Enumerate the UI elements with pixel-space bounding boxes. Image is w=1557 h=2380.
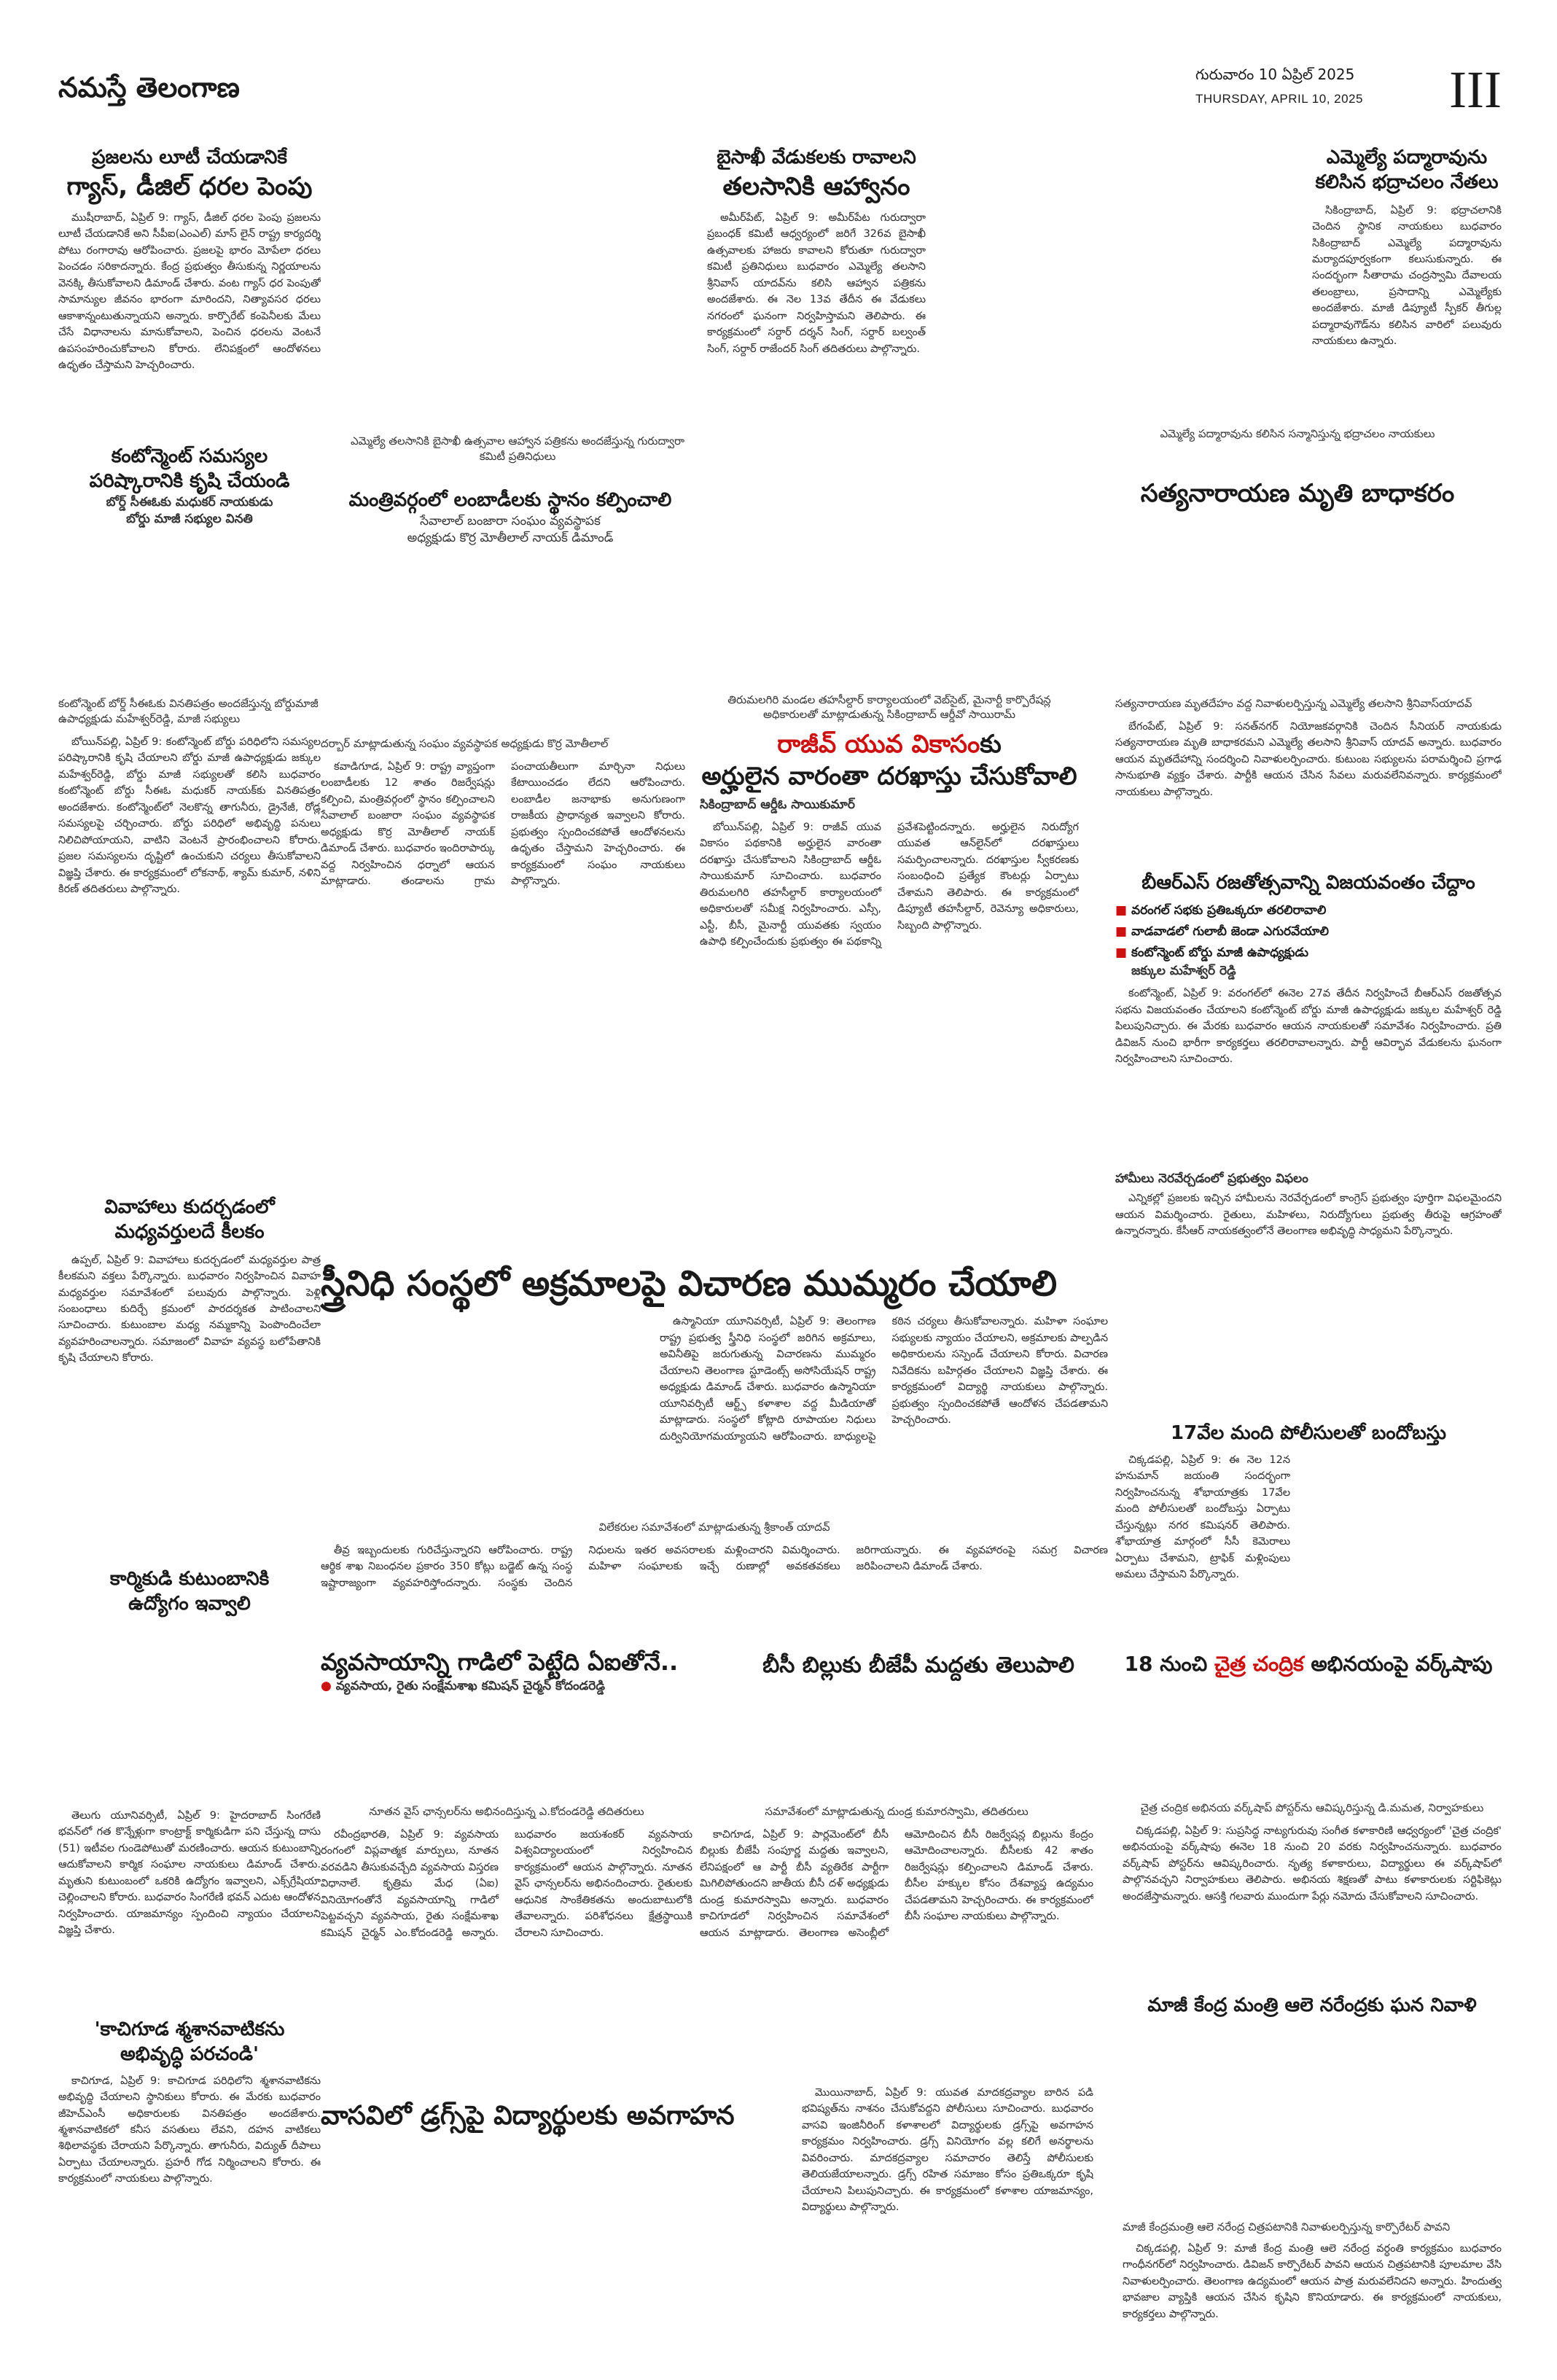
article-brs (1115, 871, 1502, 1336)
article-body: ఉప్పల్, ఏప్రిల్ 9: వివాహాలు కుదర్చడంలో మధ్యవర్తుల పాత్ర కీలకమని వక్తలు పేర్కొన్నారు. బుధవారం నిర్వహించిన వివాహ మధ్యవర్తుల సమావేశంలో పలువురు పాల్గొన్నారు. పెళ్లి సంబంధాలు కుదిర్చే క్రమంలో పారదర్శకత పాటించాలని సూచించారు. కుటుంబాల మధ్య నమ్మకాన్ని పెంపొందించేలా వ్యవహరించాలన్నారు. సమాజంలో వివాహ వ్యవస్థ బలోపేతానికి కృషి చేయాలని కోరారు. (58, 1254, 321, 1365)
headline: మధ్యవర్తులదే కీలకం (114, 1220, 265, 1243)
bullet-item-name: జక్కుల మహేశ్వర్ రెడ్డి (1131, 964, 1236, 979)
headline: ఎమ్మెల్యే పద్మారావును (1326, 147, 1488, 168)
headline: వివాహాలు కుదర్చడంలో (104, 1196, 275, 1218)
subheadline: బోర్డ్ సీఈఓకు మధుకర్ నాయకుడు (106, 494, 273, 510)
headline: పరిష్కారానికి కృషి చేయండి (89, 469, 290, 492)
article-body: కంటోన్మెంట్, ఏప్రిల్ 9: వరంగల్‌లో ఈనెల 27వ తేదీన నిర్వహించే బీఆర్ఎస్ రజతోత్సవ సభను విజయవంతం చేయాలని కంటోన్మెంట్ బోర్డు మాజీ ఉపాధ్యక్షుడు జక్కుల మహేశ్వర్ రెడ్డి పిలుపునిచ్చారు. ఈ మేరకు బుధవారం ఆయన నాయకులతో సమావేశం నిర్వహించారు. ప్రతి డివిజన్ నుంచి భారీగా కార్యకర్తలు తరలిరావాలన్నారు. పార్టీ ఆవిర్భావ వేడుకలను ఘనంగా నిర్వహించాలని సూచించారు. (1115, 988, 1502, 1066)
photo-caption: విలేకరుల సమావేశంలో మాట్లాడుతున్న శ్రీకాంత్ యాదవ్ (598, 1521, 830, 1534)
article-bc-bill (744, 1651, 1093, 1679)
article-ai-agriculture (321, 1647, 729, 1695)
article-singareni (58, 1808, 321, 2350)
article-body: చిక్కడపల్లి, ఏప్రిల్ 9: ఈ నెల 12న హనుమాన్ జయంతి సందర్భంగా నిర్వహించనున్న శోభాయాత్రకు 17వేల మంది పోలీసులతో బందోబస్తు ఏర్పాటు చేస్తున్నట్లు నగర కమిషనర్ తెలిపారు. శోభాయాత్ర మార్గంలో సీసీ కెమెరాలు ఏర్పాటు చేశామని, ట్రాఫిక్ మళ్లింపులు అమలు చేస్తామని పేర్కొన్నారు. (1115, 1454, 1290, 1581)
headline: మాజీ కేంద్ర మంత్రి ఆలె నరేంద్రకు ఘన నివాళి (1147, 1994, 1477, 2016)
article-police (1115, 1421, 1502, 1583)
article-body: తీవ్ర ఇబ్బందులకు గురిచేస్తున్నారని ఆరోపించారు. రాష్ట్ర ఆర్థిక శాఖ నిబంధనల ప్రకారం 350 కోట్లు బడ్జెట్ ఉన్న సంస్థ ఇష్టారాజ్యంగా వ్యవహరిస్తోందన్నారు. సంస్థకు చెందిన నిధులను ఇతర అవసరాలకు మళ్లించారని విమర్శించారు. మహిళా సంఘాలకు ఇచ్చే రుణాల్లో అవకతవకలు జరిగాయన్నారు. ఈ వ్యవహారంపై సమగ్ర విచారణ జరిపించాలని డిమాండ్ చేశారు. (321, 1545, 1108, 1589)
article-body: ఉస్మానియా యూనివర్సిటీ, ఏప్రిల్ 9: తెలంగాణ రాష్ట్ర ప్రభుత్వ స్త్రీనిధి సంస్థలో జరిగిన అక్రమాలు, అవినీతిపై జరుగుతున్న విచారణను ముమ్మరం చేయాలని తెలంగాణ స్టూడెంట్స్ అసోసియేషన్ రాష్ట్ర అధ్యక్షుడు డిమాండ్ చేశారు. బుధవారం ఉస్మానియా యూనివర్సిటీ ఆర్ట్స్ కళాశాల వద్ద మీడియాతో మాట్లాడారు. సంస్థలో కోట్లాది రూపాయల నిధులు దుర్వినియోగమయ్యాయని ఆరోపించారు. బాధ్యులపై కఠిన చర్యలు తీసుకోవాలన్నారు. మహిళా సంఘాల సభ్యులకు న్యాయం చేయాలని, అక్రమాలకు పాల్పడిన అధికారులను సస్పెండ్ చేయాలని కోరారు. విచారణ నివేదికను బహిర్గతం చేయాలని విజ్ఞప్తి చేశారు. ఈ కార్యక్రమంలో విద్యార్థి నాయకులు పాల్గొన్నారు. ప్రభుత్వం స్పందించకపోతే ఆందోళన చేపడతామని హెచ్చరించారు. (660, 1316, 1108, 1443)
photo-caption: చైత్ర చంద్రిక అభినయ వర్క్‌షాప్ పోస్టర్‌ను ఆవిష్కరిస్తున్న డి.మమత, నిర్వాహకులు (1140, 1801, 1484, 1814)
bullet-item: ■ వరంగల్ సభకు ప్రతిఒక్కరూ తరలిరావాలి (1115, 900, 1502, 921)
article-body: సికింద్రాబాద్, ఏప్రిల్ 9: భద్రాచలానికి చెందిన స్థానిక నాయకులు బుధవారం సికింద్రాబాద్ ఎమ్మెల్యే పద్మారావును మర్యాదపూర్వకంగా కలుసుకున్నారు. ఈ సందర్భంగా సీతారామ చంద్రస్వామి దేవాలయ తలంబ్రాలు, ప్రసాదాన్ని ఎమ్మెల్యేకు అందజేశారు. మాజీ డిప్యూటీ స్పీకర్ తీగుల్ల పద్మారావుగౌడ్‌ను కలిసిన వారిలో పలువురు నాయకులు ఉన్నారు. (1312, 204, 1502, 348)
kicker: ● వ్యవసాయ, రైతు సంక్షేమశాఖ కమిషన్ చైర్మన్ కోదండరెడ్డి (321, 1678, 605, 1693)
article-satyanarayana-headline (1093, 477, 1502, 510)
article-satyanarayana-body (1115, 696, 1502, 872)
headline: అర్హులైన వారంతా దరఖాస్తు చేసుకోవాలి (701, 761, 1077, 791)
article-body: కాచిగూడ, ఏప్రిల్ 9: పార్లమెంట్‌లో బీసీ బిల్లుకు బీజేపీ సంపూర్ణ మద్దతు ఇవ్వాలని, లేనిపక్షంలో ఆ పార్టీ బీసీ వ్యతిరేక పార్టీగా మిగిలిపోతుందని జాతీయ బీసీ దళ్ అధ్యక్షుడు దుండ్ర కుమారస్వామి అన్నారు. బుధవారం కాచిగూడలో నిర్వహించిన సమావేశంలో ఆయన మాట్లాడారు. తెలంగాణ అసెంబ్లీలో ఆమోదించిన బీసీ రిజర్వేషన్ల బిల్లును కేంద్రం ఆమోదించాలన్నారు. బీసీలకు 42 శాతం రిజర్వేషన్లు కల్పించాలని డిమాండ్ చేశారు. బీసీల హక్కుల కోసం దేశవ్యాప్త ఉద్యమం చేపడతామని హెచ్చరించారు. ఈ కార్యక్రమంలో బీసీ సంఘాల నాయకులు పాల్గొన్నారు. (700, 1829, 1093, 1939)
article-body: ఎన్నికల్లో ప్రజలకు ఇచ్చిన హామీలను నెరవేర్చడంలో కాంగ్రెస్ ప్రభుత్వం పూర్తిగా విఫలమైందని ఆయన విమర్శించారు. రైతులు, మహిళలు, నిరుద్యోగులు ప్రభుత్వ తీరుపై ఆగ్రహంతో ఉన్నారన్నారు. కేసీఆర్ నాయకత్వంలోనే తెలంగాణ అభివృద్ధి సాధ్యమని పేర్కొన్నారు. (1115, 1193, 1502, 1238)
photo-caption: సత్యనారాయణ మృతదేహం వద్ద నివాళులర్పిస్తున్న ఎమ్మెల్యే తలసాని శ్రీనివాస్‌యాదవ్ (1115, 697, 1472, 710)
bullet-item: ■ కంటోన్మెంట్ బోర్డు మాజీ ఉపాధ్యక్షుడు (1115, 943, 1502, 964)
photo-caption: సమావేశంలో మాట్లాడుతున్న దుండ్ర కుమారస్వామి, తదితరులు (765, 1805, 1029, 1818)
subheading: హామీలు నెరవేర్చడంలో ప్రభుత్వం విఫలం (1115, 1171, 1308, 1187)
bullet-list (1115, 900, 1502, 964)
headline: 17వేల మంది పోలీసులతో బందోబస్తు (1171, 1422, 1446, 1444)
article-body: బోయిన్‌పల్లి, ఏప్రిల్ 9: కంటోన్మెంట్ బోర్డు పరిధిలోని సమస్యల పరిష్కారానికి కృషి చేయాలని బోర్డు మాజీ ఉపాధ్యక్షుడు జక్కుల మహేశ్వర్‌రెడ్డి, బోర్డు మాజీ సభ్యులతో కలిసి బుధవారం కంటోన్మెంట్ బోర్డు సీఈఓ మధుకర్ నాయక్‌కు వినతిపత్రం అందజేశారు. కంటోన్మెంట్‌లో నెలకొన్న తాగునీరు, డ్రైనేజీ, రోడ్ల సమస్యలపై చర్చించారు. బోర్డు పరిధిలో అభివృద్ధి పనులు నిలిచిపోయాయని, వాటిని వెంటనే ప్రారంభించాలని కోరారు. ప్రజల సమస్యలను దృష్టిలో ఉంచుకుని చర్యలు తీసుకోవాలని విజ్ఞప్తి చేశారు. ఈ కార్యక్రమంలో లోకనాథ్, శ్యామ్ కుమార్, నళిని కిరణ్ తదితరులు పాల్గొన్నారు. (58, 736, 321, 896)
article-body: బోయిన్‌పల్లి, ఏప్రిల్ 9: రాజీవ్ యువ వికాసం పథకానికి అర్హులైన వారంతా దరఖాస్తు చేసుకోవాలని సికింద్రాబాద్ ఆర్డీఓ సాయికుమార్ సూచించారు. బుధవారం తిరుమలగిరి తహసీల్దార్ కార్యాలయంలో అధికారులతో సమీక్ష నిర్వహించారు. ఎస్సీ, ఎస్టీ, బీసీ, మైనార్టీ యువతకు స్వయం ఉపాధి కల్పించేందుకు ప్రభుత్వం ఈ పథకాన్ని ప్రవేశపెట్టిందన్నారు. అర్హులైన నిరుద్యోగ యువత ఆన్‌లైన్‌లో దరఖాస్తులు సమర్పించాలన్నారు. దరఖాస్తుల స్వీకరణకు సంబంధించి ప్రత్యేక కౌంటర్లు ఏర్పాటు చేశామని తెలిపారు. ఈ కార్యక్రమంలో డిప్యూటీ తహసీల్దార్, రెవెన్యూ అధికారులు, సిబ్బంది పాల్గొన్నారు. (700, 821, 1079, 948)
bullet-item: ■ వాడవాడలో గులాబీ జెండా ఎగురవేయాలి (1115, 921, 1502, 943)
photo-caption: నూతన వైస్ ఛాన్సలర్‌ను అభినందిస్తున్న ఎ.కోదండరెడ్డి తదితరులు (369, 1805, 644, 1818)
bullet-dot-icon: ● (321, 1678, 332, 1693)
article-narendra-body (1123, 2220, 1502, 2350)
article-rajiv-yuva (700, 692, 1079, 1140)
headline: 18 నుంచి చైత్ర చంద్రిక అభినయంపై వర్క్‌షాపు (1124, 1652, 1493, 1676)
photo-caption: దర్బార్ మాట్లాడుతున్న సంఘం వ్యవస్థాపక అధ్యక్షుడు కొర్ర మోతీలాల్ (321, 737, 609, 750)
article-body: కాచిగూడ, ఏప్రిల్ 9: కాచిగూడ పరిధిలోని శ్మశానవాటికను అభివృద్ధి చేయాలని స్థానికులు కోరారు. ఈ మేరకు బుధవారం జీహెచ్ఎంసీ అధికారులకు వినతిపత్రం అందజేశారు. శ్మశానవాటికలో కనీస వసతులు లేవని, దహన వాటికలు శిథిలావస్థకు చేరాయని పేర్కొన్నారు. తాగునీరు, విద్యుత్ దీపాలు ఏర్పాటు చేయాలన్నారు. ప్రహరీ గోడ నిర్మించాలని కోరారు. ఈ కార్యక్రమంలో నాయకులు పాల్గొన్నారు. (58, 2075, 321, 2185)
headline: 'కాచిగూడ శ్మశానవాటికను (94, 2018, 285, 2040)
article-body: అమీర్‌పేట్, ఏప్రిల్ 9: అమీర్‌పేట గురుద్వారా ప్రబంధక్ కమిటీ ఆధ్వర్యంలో జరిగే 326వ బైసాఖీ ఉత్సవాలకు హాజరు కావాలని కోరుతూ గురుద్వారా కమిటీ ప్రతినిధులు బుధవారం ఎమ్మెల్యే తలసాని శ్రీనివాస్ యాదవ్‌ను కలిసి ఆహ్వాన పత్రికను అందజేశారు. ఈ నెల 13వ తేదీన ఈ వేడుకలు నగరంలో ఘనంగా నిర్వహిస్తామని తెలిపారు. ఈ కార్యక్రమంలో సర్దార్ దర్శన్ సింగ్, సర్దార్ బల్వంత్ సింగ్, సర్దార్ రాజేందర్ సింగ్ తదితరులు పాల్గొన్నారు. (707, 211, 926, 355)
article-vasavi-drugs (321, 2085, 1093, 2214)
article-body: తెలుగు యూనివర్సిటీ, ఏప్రిల్ 9: హైదరాబాద్ సింగరేణి భవన్‌లో గత కొన్నేళ్లుగా కాంట్రాక్ట్ కార్మికుడిగా పని చేస్తున్న దాసు (51) ఇటీవల గుండెపోటుతో మరణించారు. ఆయన కుటుంబాన్ని ఆదుకోవాలని కార్మిక సంఘాల నాయకులు డిమాండ్ చేశారు. మృతుని కుటుంబంలో ఒకరికి ఉద్యోగం ఇవ్వాలని, ఎక్స్‌గ్రేషియా చెల్లించాలని కోరారు. బుధవారం సింగరేణి భవన్ ఎదుట ఆందోళన నిర్వహించారు. యాజమాన్యం స్పందించి న్యాయం చేయాలని విజ్ఞప్తి చేశారు. (58, 1810, 321, 1937)
headline: ప్రజలను లూటీ చేయడానికే (92, 147, 287, 168)
article-padmarao (1312, 146, 1502, 399)
headline: తలసానికి ఆహ్వానం (722, 171, 910, 201)
article-chaitra-body (1123, 1800, 1502, 1954)
article-body: కవాడిగూడ, ఏప్రిల్ 9: రాష్ట్ర వ్యాప్తంగా లంబాడీలకు 12 శాతం రిజర్వేషన్లు కల్పించి, మంత్రివర్గంలో స్థానం కల్పించాలని సేవాలాల్ బంజారా సంఘం వ్యవస్థాపక అధ్యక్షుడు కొర్ర మోతీలాల్ నాయక్ డిమాండ్ చేశారు. బుధవారం ఇందిరాపార్కు వద్ద నిర్వహించిన ధర్నాలో ఆయన మాట్లాడారు. తండాలను గ్రామ పంచాయతీలుగా మార్చినా నిధులు కేటాయించడం లేదని ఆరోపించారు. లంబాడీల జనాభాకు అనుగుణంగా రాజకీయ ప్రాధాన్యత ఇవ్వాలని కోరారు. ప్రభుత్వం స్పందించకపోతే ఆందోళనలను ఉధృతం చేస్తామని హెచ్చరించారు. ఈ కార్యక్రమంలో సంఘం నాయకులు పాల్గొన్నారు. (321, 761, 685, 888)
article-body: రవీంద్రభారతి, ఏప్రిల్ 9: వ్యవసాయ రంగంలో విప్లవాత్మక మార్పులు, నూతన వరవడిని తీసుకువచ్చేది వ్యవసాయ విస్తరణ విధానాలే. కృత్రిమ మేధ (ఏఐ) వినియోగంతోనే వ్యవసాయాన్ని గాడిలో పెట్టవచ్చని వ్యవసాయ, రైతు సంక్షేమశాఖ కమిషన్ చైర్మన్ ఎం.కోదండరెడ్డి అన్నారు. బుధవారం జయశంకర్ వ్యవసాయ విశ్వవిద్యాలయంలో నిర్వహించిన కార్యక్రమంలో ఆయన పాల్గొన్నారు. నూతన వైస్ ఛాన్సలర్‌ను అభినందించారు. రైతులకు ఆధునిక సాంకేతికతను అందుబాటులోకి తేవాలన్నారు. పరిశోధనలు క్షేత్రస్థాయికి చేరాలని సూచించారు. (321, 1829, 692, 1939)
headline: సత్యనారాయణ మృతి బాధాకరం (1140, 479, 1455, 508)
article-cantonment (58, 445, 321, 527)
headline: స్త్రీనిధి సంస్థలో అక్రమాలపై విచారణ ముమ్మరం చేయాలి (321, 1263, 1058, 1304)
article-chaitra-chandrika (1115, 1651, 1502, 1677)
kicker: సేవాలాల్ బంజారా సంఘం వ్యవస్థాపక (420, 513, 601, 528)
article-bc-body (700, 1804, 1093, 2031)
article-body: బేగంపేట్, ఏప్రిల్ 9: సనత్‌నగర్ నియోజకవర్గానికి చెందిన సీనియర్ నాయకుడు సత్యనారాయణ మృతి బాధాకరమని ఎమ్మెల్యే తలసాని శ్రీనివాస్ యాదవ్ అన్నారు. బుధవారం ఆయన మృతదేహాన్ని సందర్శించి నివాళులర్పించారు. కుటుంబ సభ్యులను పరామర్శించి ప్రగాఢ సానుభూతి వ్యక్తం చేశారు. పార్టీకి ఆయన చేసిన సేవలు మరువలేనివన్నారు. కార్యక్రమంలో నాయకులు పాల్గొన్నారు. (1115, 721, 1502, 798)
photo-caption: కంటోన్మెంట్ బోర్డ్ సీఈఓకు వినతిపత్రం అందజేస్తున్న బోర్డుమాజీ ఉపాధ్యక్షుడు మహేశ్వర్‌రెడ్డి, మాజీ సభ్యులు (58, 697, 319, 725)
kicker: తిరుమలగిరి మండల తహసీల్దార్ కార్యాలయంలో వెబ్‌సైట్, మైనార్టీ కార్పొరేషన్ల అధికారులతో మాట్లాడుతున్న సికింద్రాబాద్ ఆర్డీవో సాయిరామ్ (727, 693, 1051, 722)
date-english: THURSDAY, APRIL 10, 2025 (1195, 92, 1363, 106)
article-body: ముషీరాబాద్, ఏప్రిల్ 9: గ్యాస్, డీజిల్ ధరల పెంపు ప్రజలను లూటీ చేయడానికే అని సీపీఐ(ఎంఎల్) మాస్ లైన్ రాష్ట్ర కార్యదర్శి పోటు రంగారావు ఆరోపించారు. ప్రజలపై భారం మోపేలా ధరలు పెంచడం సరికాదన్నారు. కేంద్ర ప్రభుత్వం తీసుకున్న నిర్ణయాలను వెనక్కి తీసుకోవాలని డిమాండ్ చేశారు. వంట గ్యాస్ ధర పెంపుతో సామాన్యుల జీవనం భారంగా మారిందని, నిత్యావసర ధరలు ఆకాశాన్నంటుతున్నాయని అన్నారు. కార్పొరేట్ కంపెనీలకు మేలు చేసే విధానాలను మానుకోవాలని, పెంచిన ధరలను వెంటనే ఉపసంహరించుకోవాలని కోరారు. లేనిపక్షంలో ఆందోళనలు ఉధృతం చేస్తామని హెచ్చరించారు. (58, 211, 321, 372)
article-worker-family (58, 1567, 321, 1617)
headline: వాసవిలో డ్రగ్స్‌పై విద్యార్థులకు అవగాహన (321, 2101, 735, 2131)
article-baisakhi (707, 146, 926, 465)
article-streenidhi-cont (321, 1520, 1108, 1659)
headline: మంత్రివర్గంలో లంబాడీలకు స్థానం కల్పించాలి (348, 489, 672, 511)
headline: కంటోన్మెంట్ సమస్యల (111, 445, 268, 467)
headline: బీసీ బిల్లుకు బీజేపీ మద్దతు తెలుపాలి (762, 1653, 1074, 1678)
kicker: అధ్యక్షుడు కొర్ర మోతీలాల్ నాయక్ డిమాండ్ (407, 530, 614, 545)
photo-caption: ఎమ్మెల్యే తలసానికి బైసాఖీ ఉత్సవాల ఆహ్వాన పత్రికను అందజేస్తున్న గురుద్వారా కమిటీ ప్రతినిధులు (350, 434, 685, 463)
article-streenidhi (321, 1261, 1108, 1525)
headline: ఉద్యోగం ఇవ్వాలి (128, 1592, 251, 1615)
article-cantonment-body (58, 696, 321, 1186)
photo-caption: మాజీ కేంద్రమంత్రి ఆలె నరేంద్ర చిత్రపటానికి నివాళులర్పిస్తున్న కార్పొరేటర్ పావని (1123, 2220, 1451, 2233)
headline: బీఆర్ఎస్ రజతోత్సవాన్ని విజయవంతం చేద్దాం (1142, 872, 1475, 894)
headline: కలిసిన భద్రాచలం నేతలు (1315, 171, 1499, 193)
article-marriage (58, 1195, 321, 1588)
headline: అభివృద్ధి పరచండి' (120, 2042, 260, 2065)
page-number: III (1449, 61, 1502, 119)
article-body: చిక్కడపల్లి, ఏప్రిల్ 9: మాజీ కేంద్ర మంత్రి ఆలె నరేంద్ర వర్ధంతి కార్యక్రమం బుధవారం గాంధీనగర్‌లో నిర్వహించారు. డివిజన్ కార్పొరేటర్ పావని ఆయన చిత్రపటానికి పూలమాల వేసి నివాళులర్పించారు. తెలంగాణ ఉద్యమంలో ఆయన పాత్ర మరువలేనిదని అన్నారు. హిందుత్వ భావజాల వ్యాప్తికి ఆయన చేసిన కృషిని కొనియాడారు. ఈ కార్యక్రమంలో నాయకులు, కార్యకర్తలు పాల్గొన్నారు. (1123, 2243, 1502, 2320)
article-lambadi-body (321, 736, 685, 1138)
article-gas-price (58, 146, 321, 429)
article-narendra-headline (1123, 1994, 1502, 2018)
headline: బైసాఖీ వేడుకలకు రావాలని (717, 147, 916, 168)
headline: రాజీవ్ యువ వికాసంకు (777, 729, 1002, 759)
headline: కార్మికుడి కుటుంబానికి (109, 1568, 270, 1590)
article-body: మొయినాబాద్, ఏప్రిల్ 9: యువత మాదకద్రవ్యాల బారిన పడి భవిష్యత్‌ను నాశనం చేసుకోవద్దని పోలీసులు సూచించారు. బుధవారం వాసవి ఇంజినీరింగ్ కళాశాలలో విద్యార్థులకు డ్రగ్స్‌పై అవగాహన కార్యక్రమం నిర్వహించారు. డ్రగ్స్ వినియోగం వల్ల కలిగే అనర్థాలను వివరించారు. మాదకద్రవ్యాల సమాచారం తెలిస్తే పోలీసులకు తెలియజేయాలన్నారు. డ్రగ్స్ రహిత సమాజం కోసం ప్రతిఒక్కరూ కృషి చేయాలని పిలుపునిచ్చారు. ఈ కార్యక్రమంలో కళాశాల యాజమాన్యం, విద్యార్థులు పాల్గొన్నారు. (802, 2087, 1093, 2214)
article-body: చిక్కడపల్లి, ఏప్రిల్ 9: సుప్రసిద్ధ నాట్యగురువు సంగీత కళాకారిణి ఆధ్వర్యంలో 'చైత్ర చంద్రిక' అభినయంపై వర్క్‌షాపు ఈనెల 18 నుంచి 20 వరకు నిర్వహించనున్నారు. బుధవారం వర్క్‌షాప్ పోస్టర్‌ను ఆవిష్కరించారు. నృత్య కళాకారులు, విద్యార్థులు ఈ వర్క్‌షాప్‌లో పాల్గొనవచ్చని నిర్వాహకులు తెలిపారు. అభినయ శిక్షణతో పాటు కళాకారులకు సర్టిఫికెట్లు అందజేస్తామన్నారు. ఆసక్తి గలవారు ముందుగా పేర్లు నమోదు చేసుకోవాలని సూచించారు. (1123, 1825, 1502, 1903)
newspaper-title: నమస్తే తెలంగాణ (58, 71, 240, 104)
subheadline: బోర్డు మాజీ సభ్యుల వినతి (126, 511, 253, 526)
photo-caption: ఎమ్మెల్యే పద్మారావును కలిసిన సన్మానిస్తున్న భద్రాచలం నాయకులు (1160, 427, 1435, 440)
date-telugu: గురువారం 10 ఏప్రిల్ 2025 (1195, 66, 1355, 83)
headline: గ్యాస్, డీజిల్ ధరల పెంపు (66, 171, 313, 201)
masthead (58, 61, 1502, 119)
headline: వ్యవసాయాన్ని గాడిలో పెట్టేది ఏఐతోనే.. (321, 1648, 679, 1676)
article-vc (321, 1804, 692, 2031)
article-lambadi (306, 488, 714, 547)
byline: సికింద్రాబాద్ ఆర్డీఓ సాయికుమార్ (700, 797, 855, 812)
